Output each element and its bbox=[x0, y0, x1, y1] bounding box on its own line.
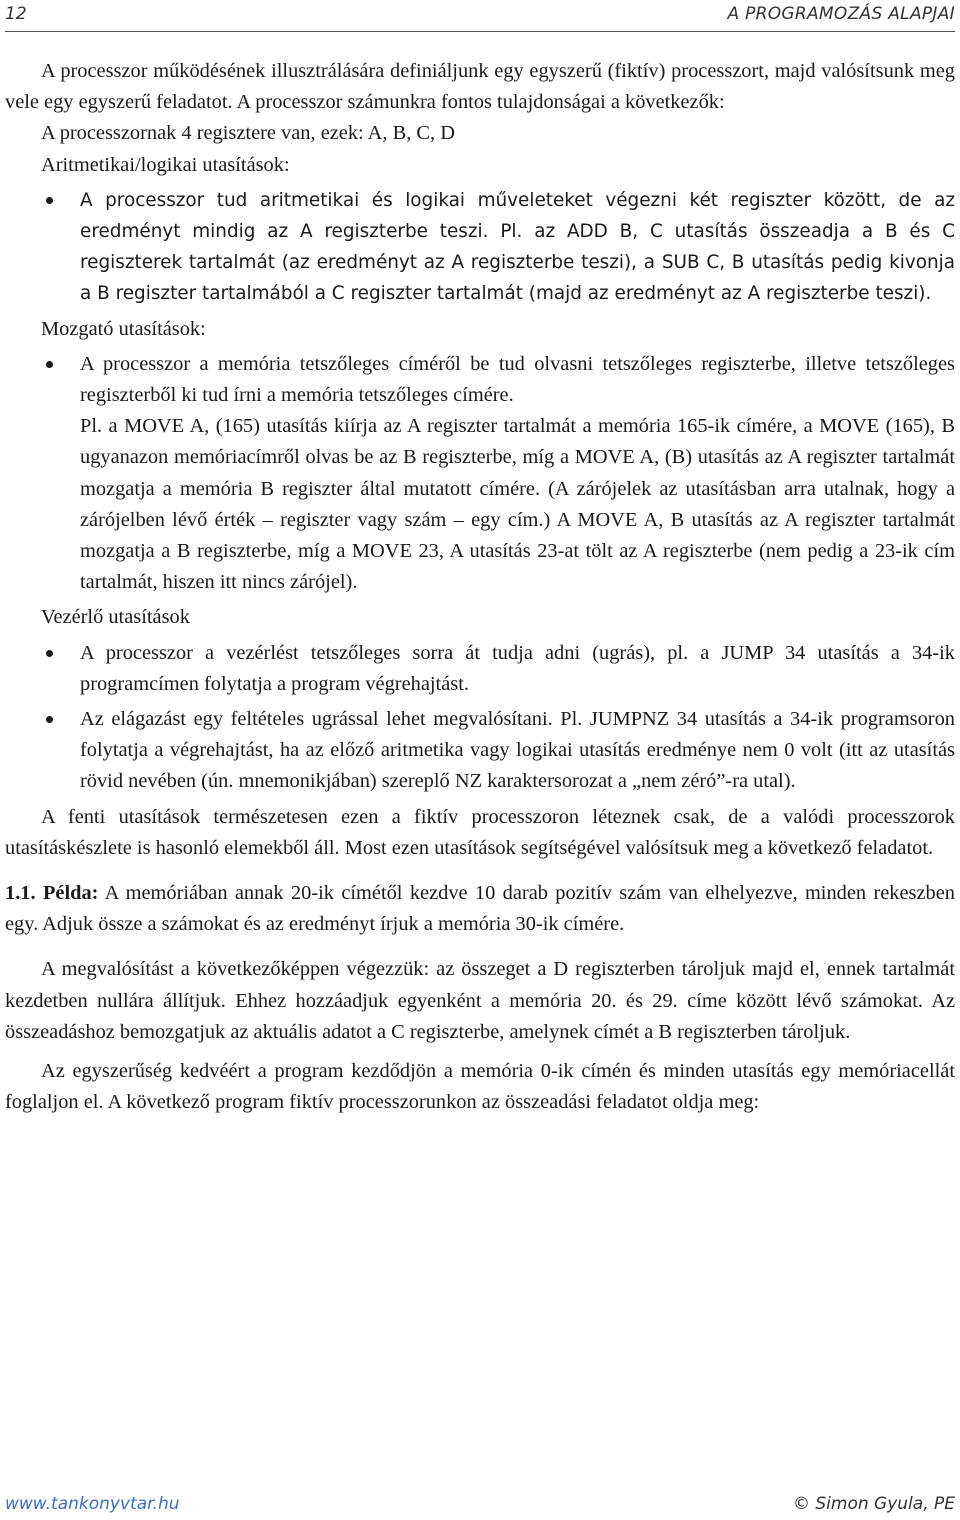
move-heading: Mozgató utasítások: bbox=[41, 317, 206, 340]
list-item bbox=[5, 704, 955, 798]
bullet-icon bbox=[46, 650, 53, 657]
arith-list bbox=[5, 185, 955, 310]
footer-copyright: © Simon Gyula, PE bbox=[792, 1494, 955, 1514]
page-footer bbox=[5, 1494, 955, 1518]
move-list bbox=[5, 349, 955, 599]
control-item-2: Az elágazást egy feltételes ugrással lehet megvalósítani. Pl. JUMPNZ 34 utasítás a 34-ik programsoron folytatja a végrehajtást, ha az előző aritmetika vagy logikai utasítás eredménye nem 0 volt (itt az utasítás rövid nevében (ún. mnemonikjában) szereplő NZ karaktersorozat a „nem zéró”-ra utal). bbox=[80, 708, 955, 793]
move-item-text: A processzor a memória tetszőleges címéről be tud olvasni tetszőleges regiszterbe, illetve tetszőleges regiszterből ki tud írni a memória tetszőleges címére. bbox=[80, 352, 955, 407]
list-item bbox=[5, 638, 955, 700]
intro-paragraph: A processzor működésének illusztrálására definiáljunk egy egyszerű (fiktív) processzort, majd valósítsunk meg vele egy egyszerű feladatot. A processzor számunkra fontos tulajdonságai a következők: bbox=[5, 60, 955, 114]
implementation-paragraph: A megvalósítást a következőképpen végezzük: az összeget a D regiszterben tároljuk majd el, ennek tartalmát kezdetben nullára állítjuk. Ehhez hozzáadjuk egyenként a memória 20. és 29. címe között lévő számokat. Az összeadáshoz bemozgatjuk az aktuális adatot a C regiszterbe, amelynek címét a B regiszterben tároljuk. bbox=[5, 958, 955, 1043]
example-paragraph bbox=[5, 878, 955, 940]
page-header bbox=[5, 3, 955, 32]
control-heading: Vezérlő utasítások bbox=[41, 606, 190, 629]
move-item-continuation: Pl. a MOVE A, (165) utasítás kiírja az A regiszter tartalmát a memória 165-ik címére, a MOVE (165), B ugyanazon memóriacímről olvas be az B regiszterbe, míg a MOVE A, (B) utasítás az A regiszter tartalmát mozgatja a memória B regiszter által mutatott címére. (A zárójelek az utasításban arra utalnak, hogy a zárójelben lévő érték – regiszter vagy szám – egy cím.) A MOVE A, B utasítás az A regiszter tartalmát mozgatja a B regiszterbe, míg a MOVE 23, A utasítás 23-at tölt az A regiszterbe (nem pedig a 23-ik cím tartalmát, hiszen itt nincs zárójel). bbox=[80, 415, 955, 594]
page-number: 12 bbox=[5, 4, 27, 24]
list-item bbox=[5, 185, 955, 310]
bullet-icon bbox=[46, 716, 53, 723]
control-list bbox=[5, 638, 955, 798]
page-body bbox=[5, 56, 955, 1119]
footer-site-link[interactable]: www.tankonyvtar.hu bbox=[5, 1494, 180, 1514]
list-item bbox=[5, 349, 955, 599]
bullet-icon bbox=[46, 197, 53, 204]
example-label: 1.1. Példa: bbox=[5, 882, 99, 905]
simplicity-paragraph: Az egyszerűség kedvéért a program kezdődjön a memória 0-ik címén és minden utasítás egy memóriacellát foglaljon el. A következő program fiktív processzorunkon az összeadási feladatot oldja meg: bbox=[5, 1060, 955, 1114]
example-text: A memóriában annak 20-ik címétől kezdve 10 darab pozitív szám van elhelyezve, minden rekeszben egy. Adjuk össze a számokat és az eredményt írjuk a memória 30-ik címére. bbox=[5, 882, 955, 936]
arith-heading: Aritmetikai/logikai utasítások: bbox=[41, 153, 290, 176]
arith-item-text: A processzor tud aritmetikai és logikai műveleteket végezni két regiszter között, de az eredményt mindig az A regiszterbe teszi. Pl. az ADD B, C utasítás összeadja a B és C regiszterek tartalmát (az eredményt az A regiszterbe teszi), a SUB C, B utasítás pedig kivonja a B regiszter tartalmából a C regiszter tartalmát (majd az eredményt az A regiszterbe teszi). bbox=[80, 189, 955, 305]
bullet-icon bbox=[46, 361, 53, 368]
summary-paragraph: A fenti utasítások természetesen ezen a fiktív processzoron léteznek csak, de a valódi processzorok utasításkészlete is hasonló elemekből áll. Most ezen utasítások segítségével valósítsuk meg a következő feladatot. bbox=[5, 805, 955, 859]
running-title: A PROGRAMOZÁS ALAPJAI bbox=[727, 4, 955, 24]
registers-paragraph: A processzornak 4 regisztere van, ezek: A, B, C, D bbox=[41, 122, 455, 145]
control-item-1: A processzor a vezérlést tetszőleges sorra át tudja adni (ugrás), pl. a JUMP 34 utasítás a 34-ik programcímen folytatja a program végrehajtást. bbox=[80, 641, 955, 695]
